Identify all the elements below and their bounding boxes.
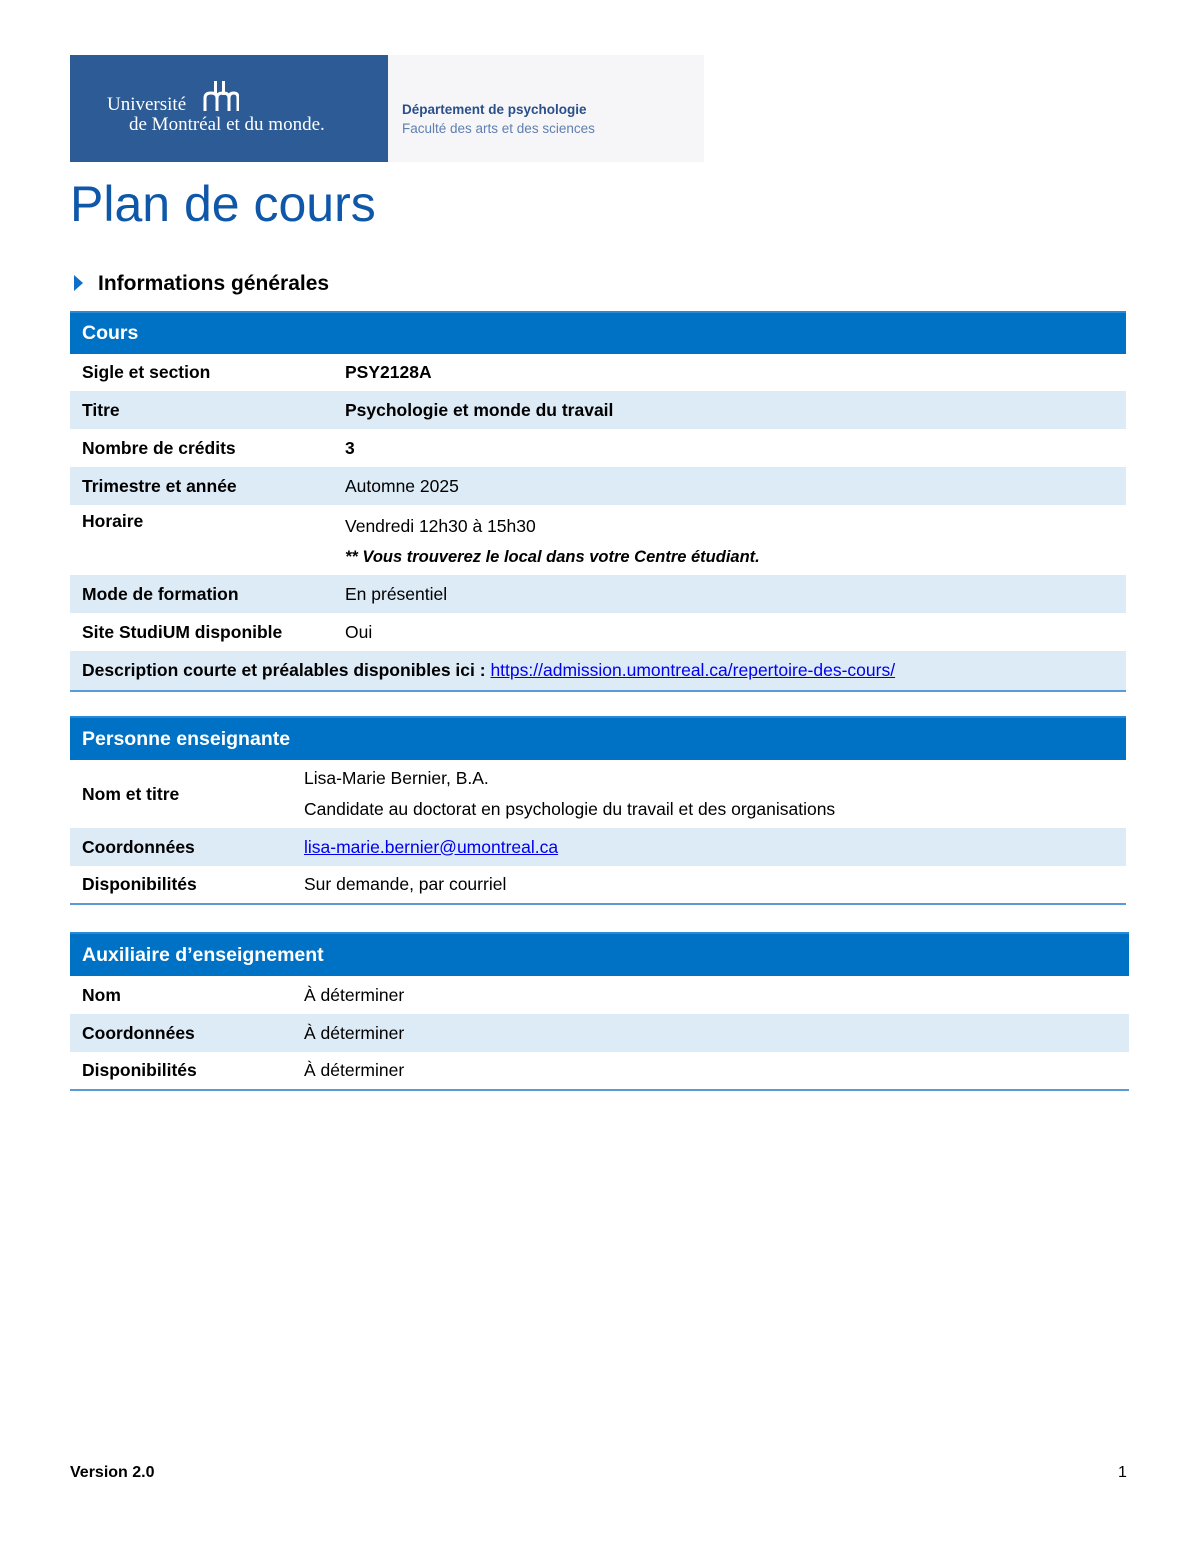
row-value: Oui <box>345 621 373 642</box>
table-row <box>70 760 1126 828</box>
table-row <box>70 1014 1129 1052</box>
row-label: Nom et titre <box>82 783 180 804</box>
row-value: Psychologie et monde du travail <box>333 391 1126 429</box>
teacher-name: Lisa-Marie Bernier, B.A. <box>304 768 489 788</box>
table-row <box>70 651 1126 691</box>
course-directory-link[interactable]: https://admission.umontreal.ca/repertoire-des-cours/ <box>490 660 896 680</box>
cours-table <box>70 311 1126 692</box>
row-value: À déterminer <box>292 1014 1129 1052</box>
table-row <box>70 391 1126 429</box>
description-label: Description courte et préalables disponibles ici : <box>82 660 486 680</box>
university-name-line1: Université <box>107 94 187 115</box>
row-value: Automne 2025 <box>333 467 1126 505</box>
page-number: 1 <box>1118 1464 1127 1481</box>
row-label: Mode de formation <box>70 575 333 613</box>
table-row <box>70 1052 1129 1090</box>
row-label: Sigle et section <box>82 362 211 382</box>
department-banner <box>388 55 704 162</box>
table-row <box>70 467 1126 505</box>
row-label: Trimestre et année <box>70 467 333 505</box>
table-row <box>70 505 1126 575</box>
university-name-line2: de Montréal et du monde. <box>129 114 325 135</box>
table-row <box>70 613 1126 651</box>
version-label: Version 2.0 <box>70 1464 155 1481</box>
table-row <box>70 828 1126 866</box>
table-row <box>70 575 1126 613</box>
table-row <box>70 429 1126 467</box>
faculty-name: Faculté des arts et des sciences <box>402 121 595 136</box>
row-value: Sur demande, par courriel <box>292 866 1126 904</box>
row-value: À déterminer <box>304 984 405 1005</box>
teacher-table <box>70 716 1126 905</box>
row-label: Disponibilités <box>70 866 292 904</box>
table-row <box>70 866 1126 904</box>
department-name: Département de psychologie <box>402 102 587 117</box>
row-label: Nom <box>82 984 121 1005</box>
row-value: PSY2128A <box>345 362 432 382</box>
section-heading-text: Informations générales <box>98 272 330 295</box>
row-label: Horaire <box>82 511 144 531</box>
teacher-title: Candidate au doctorat en psychologie du travail et des organisations <box>304 799 836 819</box>
assistant-table <box>70 932 1129 1091</box>
university-name <box>107 95 325 135</box>
row-value: À déterminer <box>292 1052 1129 1090</box>
table-row <box>70 354 1126 391</box>
university-logo <box>70 55 388 162</box>
schedule-note: ** Vous trouverez le local dans votre Centre étudiant. <box>345 548 760 566</box>
teacher-email-link[interactable]: lisa-marie.bernier@umontreal.ca <box>304 836 559 857</box>
row-value: En présentiel <box>333 575 1126 613</box>
row-value: 3 <box>345 437 355 458</box>
table-row <box>70 976 1129 1014</box>
page-title: Plan de cours <box>70 176 376 232</box>
schedule-value: Vendredi 12h30 à 15h30 <box>345 516 536 536</box>
teacher-header: Personne enseignante <box>70 717 1126 760</box>
row-label: Titre <box>70 391 333 429</box>
assistant-header: Auxiliaire d’enseignement <box>70 933 1129 976</box>
row-label: Nombre de crédits <box>82 437 236 458</box>
row-label: Site StudiUM disponible <box>82 621 283 642</box>
row-label: Coordonnées <box>70 1014 292 1052</box>
row-label: Disponibilités <box>70 1052 292 1090</box>
cours-header: Cours <box>70 312 1126 354</box>
triangle-right-icon <box>74 275 83 291</box>
row-label: Coordonnées <box>70 828 292 866</box>
